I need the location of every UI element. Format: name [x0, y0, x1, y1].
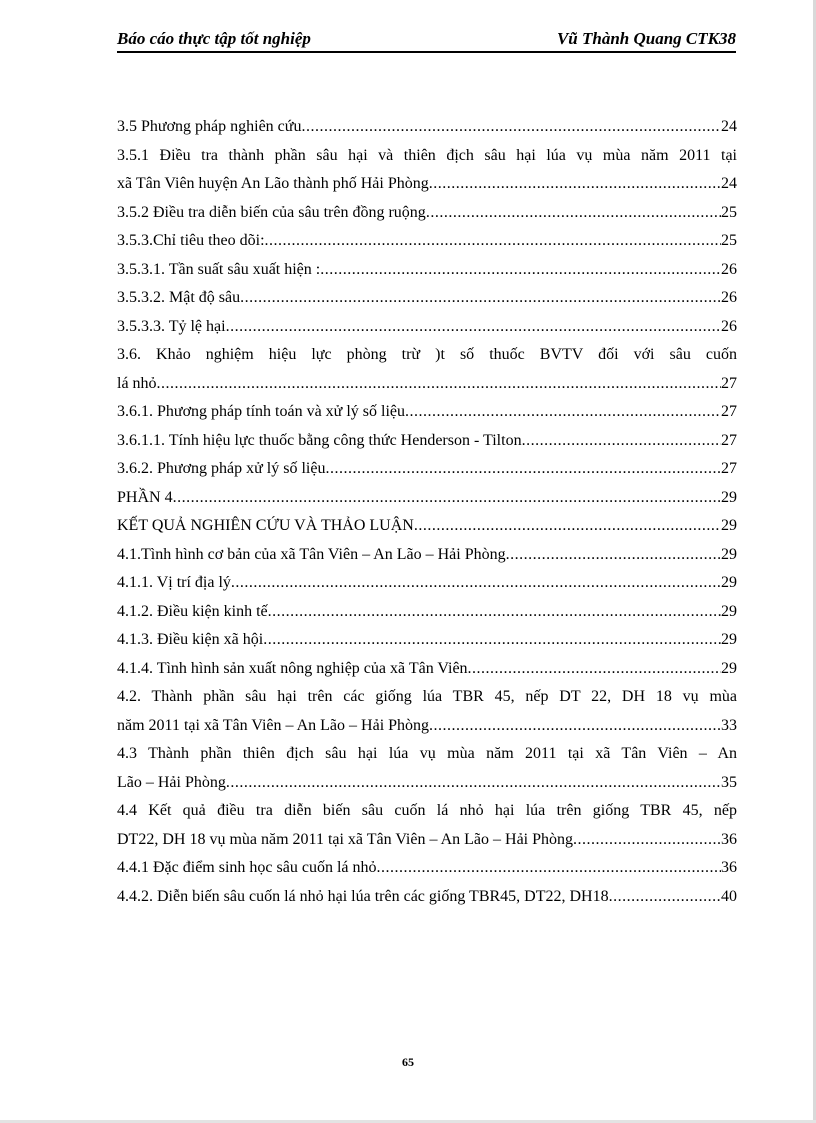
toc-leader-dots: [226, 769, 721, 798]
toc-entry-row: [117, 113, 737, 142]
toc-leader-dots: [426, 199, 721, 228]
toc-entry-row: [117, 826, 737, 855]
toc-entry-page: 29: [721, 545, 737, 563]
toc-entry-page: 29: [721, 659, 737, 677]
toc-entry-row: [117, 569, 737, 598]
toc-entry-row: [117, 512, 737, 541]
toc-entry: [117, 227, 737, 256]
toc-entry: [117, 683, 737, 740]
toc-entry-title: 4.4.1 Đặc điểm sinh học sâu cuốn lá nhỏ: [117, 859, 377, 876]
toc-entry-row: [117, 370, 737, 399]
toc-entry-title: xã Tân Viên huyện An Lão thành phố Hải Phòng: [117, 175, 429, 192]
toc-entry: [117, 569, 737, 598]
toc-entry-title: 4.1.2. Điều kiện kinh tế: [117, 602, 268, 620]
toc-entry-title: 3.5.3.3. Tỷ lệ hại: [117, 317, 226, 335]
toc-entry: [117, 113, 737, 142]
toc-entry-row: [117, 256, 737, 285]
toc-entry-first-line: 3.5.1 Điều tra thành phần sâu hại và thiên địch sâu hại lúa vụ mùa năm 2011 tại: [117, 146, 737, 164]
toc-entry: [117, 199, 737, 228]
toc-entry-title: 4.1.4. Tình hình sản xuất nông nghiệp của xã Tân Viên: [117, 659, 468, 677]
toc-leader-dots: [320, 256, 721, 285]
toc-entry-title: 3.5 Phương pháp nghiên cứu: [117, 118, 302, 135]
toc-entry-page: 27: [721, 431, 737, 449]
header-report-title: Báo cáo thực tập tốt nghiệp: [117, 29, 311, 48]
toc-leader-dots: [468, 655, 721, 684]
toc-entry-first-line: 4.3 Thành phần thiên địch sâu hại lúa vụ mùa năm 2011 tại xã Tân Viên – An: [117, 745, 737, 762]
toc-entry-page: 29: [721, 631, 737, 648]
toc-entry-page: 25: [721, 203, 737, 221]
toc-entry-row: [117, 854, 737, 883]
toc-entry-title: PHẦN 4: [117, 488, 173, 506]
toc-entry-first-line: 4.2. Thành phần sâu hại trên các giống lúa TBR 45, nếp DT 22, DH 18 vụ mùa: [117, 688, 737, 705]
toc-entry: [117, 512, 737, 541]
toc-entry-row: [117, 598, 737, 627]
toc-entry-title: KẾT QUẢ NGHIÊN CỨU VÀ THẢO LUẬN: [117, 517, 414, 534]
toc-entry-row: [117, 170, 737, 199]
toc-leader-dots: [414, 512, 721, 541]
toc-leader-dots: [265, 227, 721, 256]
toc-entry-page: 29: [721, 517, 737, 534]
toc-entry-page: 26: [721, 289, 737, 306]
toc-entry-row: [117, 626, 737, 655]
toc-entry-row: [117, 455, 737, 484]
toc-leader-dots: [573, 826, 721, 855]
table-of-contents: [117, 113, 737, 911]
toc-entry: [117, 398, 737, 427]
toc-entry-title: 4.1.3. Điều kiện xã hội: [117, 631, 264, 648]
toc-entry-row: [117, 655, 737, 684]
toc-leader-dots: [325, 455, 721, 484]
toc-entry-first-line: 4.4 Kết quả điều tra diễn biến sâu cuốn lá nhỏ hại lúa trên giống TBR 45, nếp: [117, 802, 737, 819]
toc-leader-dots: [226, 313, 721, 342]
toc-entry: [117, 256, 737, 285]
toc-leader-dots: [405, 398, 721, 427]
toc-leader-dots: [240, 284, 721, 313]
toc-entry-first-line: 3.6. Khảo nghiệm hiệu lực phòng trừ )t số thuốc BVTV đối với sâu cuốn: [117, 346, 737, 363]
toc-entry-row: [117, 484, 737, 513]
toc-entry-page: 25: [721, 232, 737, 249]
toc-leader-dots: [231, 569, 721, 598]
toc-entry-page: 36: [721, 830, 737, 848]
toc-entry-row: [117, 769, 737, 798]
toc-entry: [117, 883, 737, 912]
toc-entry-row: [117, 313, 737, 342]
toc-entry: [117, 284, 737, 313]
toc-entry-row: [117, 883, 737, 912]
toc-entry-page: 26: [721, 260, 737, 278]
page-header: [117, 27, 736, 53]
toc-leader-dots: [429, 712, 721, 741]
toc-entry-page: 40: [721, 887, 737, 905]
toc-entry-title: 4.4.2. Diễn biến sâu cuốn lá nhỏ hại lúa trên các giống TBR45, DT22, DH18: [117, 887, 609, 905]
toc-entry-title: 3.5.2 Điều tra diễn biến của sâu trên đồng ruộng: [117, 203, 426, 221]
toc-leader-dots: [157, 370, 721, 399]
toc-entry-row: [117, 398, 737, 427]
toc-entry-title: 3.5.3.Chỉ tiêu theo dõi:: [117, 232, 265, 249]
toc-entry: [117, 427, 737, 456]
toc-entry: [117, 541, 737, 570]
toc-entry-page: 29: [721, 488, 737, 506]
toc-leader-dots: [173, 484, 721, 513]
toc-entry-row: [117, 427, 737, 456]
toc-entry: [117, 797, 737, 854]
toc-entry: [117, 740, 737, 797]
toc-leader-dots: [609, 883, 721, 912]
toc-entry-page: 29: [721, 574, 737, 591]
toc-entry: [117, 341, 737, 398]
toc-entry-title: 4.1.1. Vị trí địa lý: [117, 574, 231, 591]
toc-entry-title: lá nhỏ: [117, 374, 157, 392]
toc-entry: [117, 455, 737, 484]
toc-leader-dots: [506, 541, 721, 570]
page-number: 65: [402, 1055, 414, 1069]
toc-entry-row: [117, 284, 737, 313]
toc-entry-page: 26: [721, 317, 737, 335]
toc-entry: [117, 598, 737, 627]
toc-entry-page: 36: [721, 859, 737, 876]
toc-entry: [117, 484, 737, 513]
toc-leader-dots: [301, 113, 721, 142]
toc-entry-title: 3.6.1.1. Tính hiệu lực thuốc bằng công thức Henderson - Tilton: [117, 431, 522, 449]
toc-entry-page: 27: [721, 403, 737, 420]
toc-entry-row: [117, 712, 737, 741]
toc-entry: [117, 313, 737, 342]
toc-entry: [117, 854, 737, 883]
toc-entry-title: 4.1.Tình hình cơ bản của xã Tân Viên – An Lão – Hải Phòng: [117, 545, 506, 563]
toc-entry-title: DT22, DH 18 vụ mùa năm 2011 tại xã Tân Viên – An Lão – Hải Phòng: [117, 830, 574, 848]
toc-leader-dots: [522, 427, 721, 456]
toc-leader-dots: [268, 598, 721, 627]
toc-entry-page: 27: [721, 460, 737, 477]
toc-entry-title: 3.5.3.2. Mật độ sâu: [117, 289, 241, 306]
toc-entry-page: 27: [721, 374, 737, 392]
toc-entry-row: [117, 227, 737, 256]
toc-entry-page: 24: [721, 118, 737, 135]
toc-entry-row: [117, 199, 737, 228]
toc-entry-page: 29: [721, 602, 737, 620]
toc-entry-page: 33: [721, 716, 737, 734]
toc-entry-title: 3.5.3.1. Tần suất sâu xuất hiện :: [117, 260, 321, 278]
toc-entry: [117, 626, 737, 655]
toc-entry-title: 3.6.2. Phương pháp xử lý số liệu: [117, 460, 326, 477]
toc-entry-title: năm 2011 tại xã Tân Viên – An Lão – Hải Phòng: [117, 716, 430, 734]
toc-leader-dots: [377, 854, 722, 883]
toc-entry-title: 3.6.1. Phương pháp tính toán và xử lý số liệu: [117, 403, 406, 420]
toc-entry-page: 35: [721, 773, 737, 791]
toc-leader-dots: [429, 170, 721, 199]
toc-leader-dots: [263, 626, 721, 655]
toc-entry-row: [117, 541, 737, 570]
toc-entry-page: 24: [721, 175, 737, 192]
toc-entry: [117, 655, 737, 684]
header-author: Vũ Thành Quang CTK38: [556, 29, 736, 48]
toc-entry-title: Lão – Hải Phòng: [117, 773, 226, 791]
toc-entry: [117, 142, 737, 199]
